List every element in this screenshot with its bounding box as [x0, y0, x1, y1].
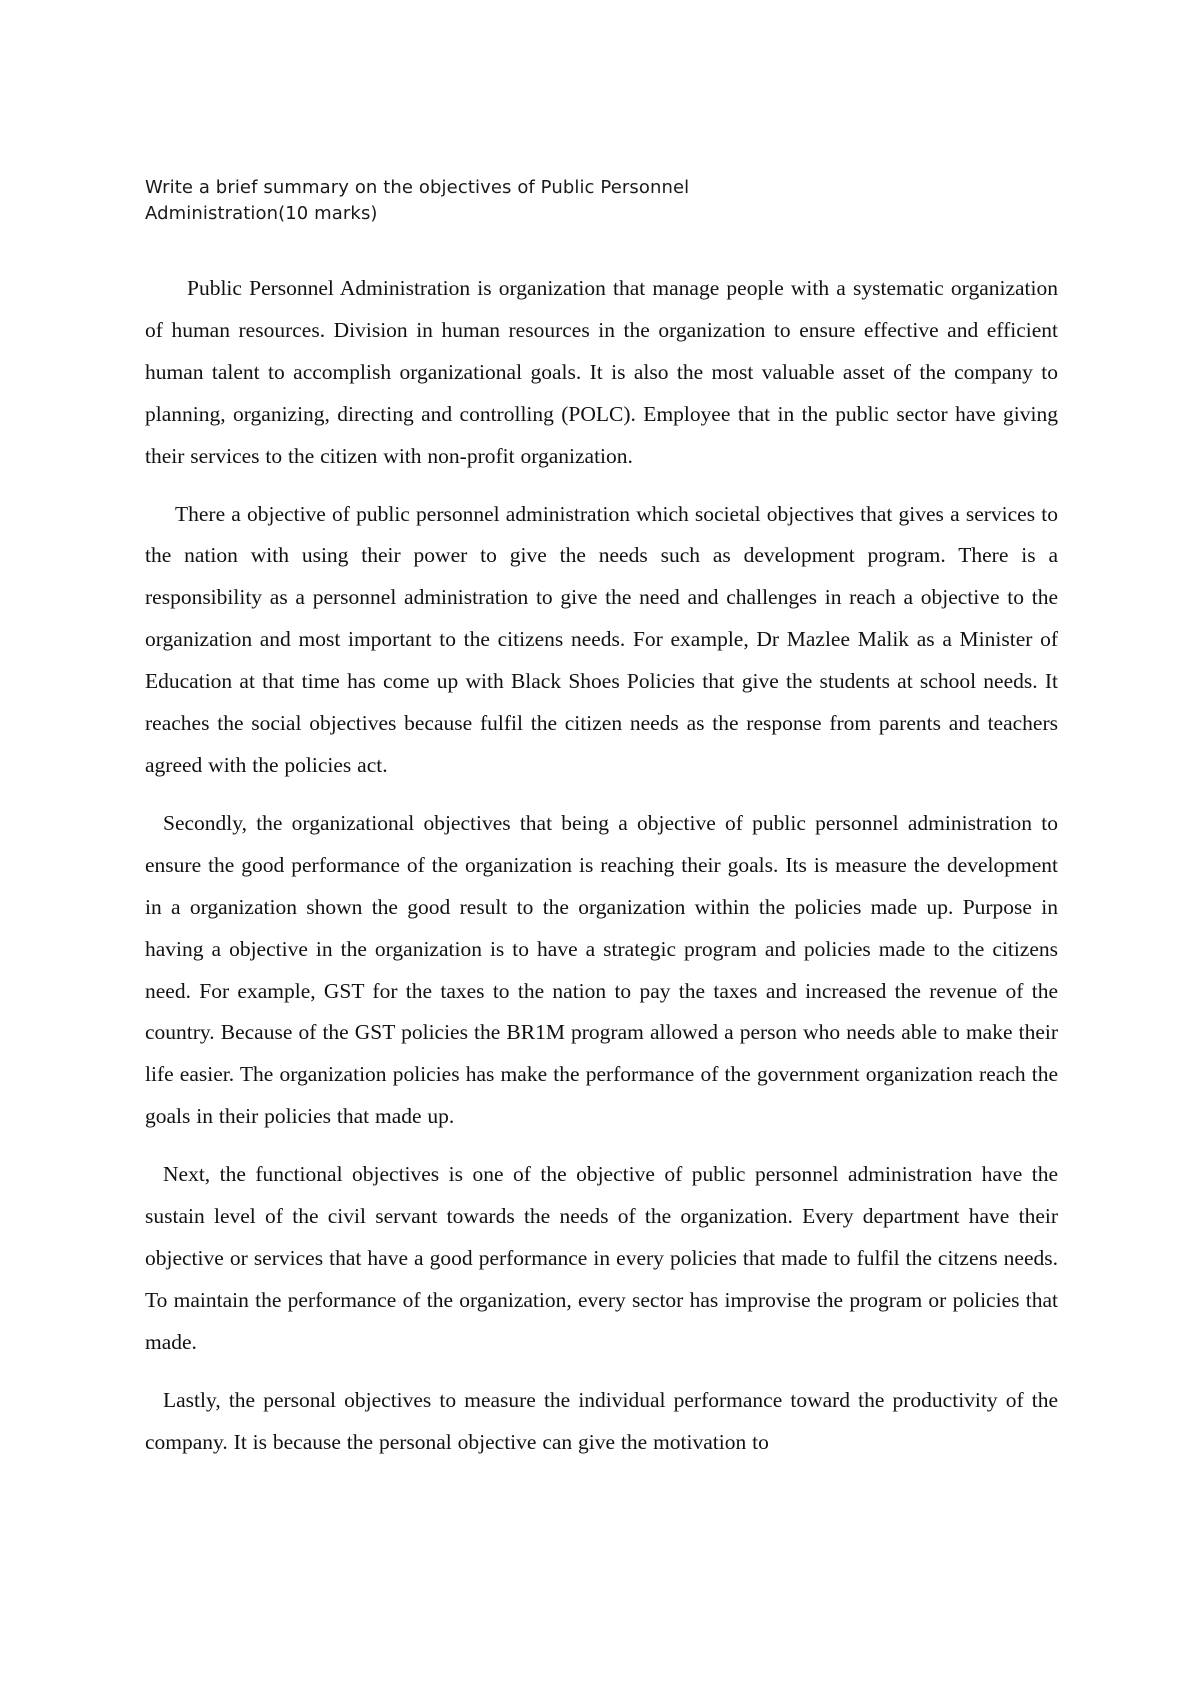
- paragraph-personal-objectives: Lastly, the personal objectives to measure the individual performance toward the productivity of the company. It is because the personal objective can give the motivation to: [145, 1387, 1058, 1454]
- answer-body: [145, 268, 1058, 1463]
- question-heading: [145, 175, 785, 227]
- paragraph-functional-objectives: Next, the functional objectives is one of the objective of public personnel administration have the sustain level of the civil servant towards the needs of the organization. Every department have their objective or services that have a good performance in every policies that made to fulfil the citzens needs. To maintain the performance of the organization, every sector has improvise the program or policies that made.: [145, 1162, 1058, 1354]
- paragraph-societal-objectives: There a objective of public personnel administration which societal objectives that gives a services to the nation with using their power to give the needs such as development program. There is a responsibility as a personnel administration to give the need and challenges in reach a objective to the organization and most important to the citizens needs. For example, Dr Mazlee Malik as a Minister of Education at that time has come up with Black Shoes Policies that give the students at school needs. It reaches the social objectives because fulfil the citizen needs as the response from parents and teachers agreed with the policies act.: [145, 501, 1058, 777]
- paragraph-introduction: Public Personnel Administration is organization that manage people with a systematic organization of human resources. Division in human resources in the organization to ensure effective and efficient human talent to accomplish organizational goals. It is also the most valuable asset of the company to planning, organizing, directing and controlling (POLC). Employee that in the public sector have giving their services to the citizen with non-profit organization.: [145, 276, 1058, 468]
- question-line-2: Administration(10 marks): [145, 203, 378, 224]
- question-line-1: Write a brief summary on the objectives of Public Personnel: [145, 177, 690, 198]
- paragraph-organizational-objectives: Secondly, the organizational objectives that being a objective of public personnel administration to ensure the good performance of the organization is reaching their goals. Its is measure the development in a organization shown the good result to the organization within the policies made up. Purpose in having a objective in the organization is to have a strategic program and policies made to the citizens need. For example, GST for the taxes to the nation to pay the taxes and increased the revenue of the country. Because of the GST policies the BR1M program allowed a person who needs able to make their life easier. The organization policies has make the performance of the government organization reach the goals in their policies that made up.: [145, 810, 1058, 1129]
